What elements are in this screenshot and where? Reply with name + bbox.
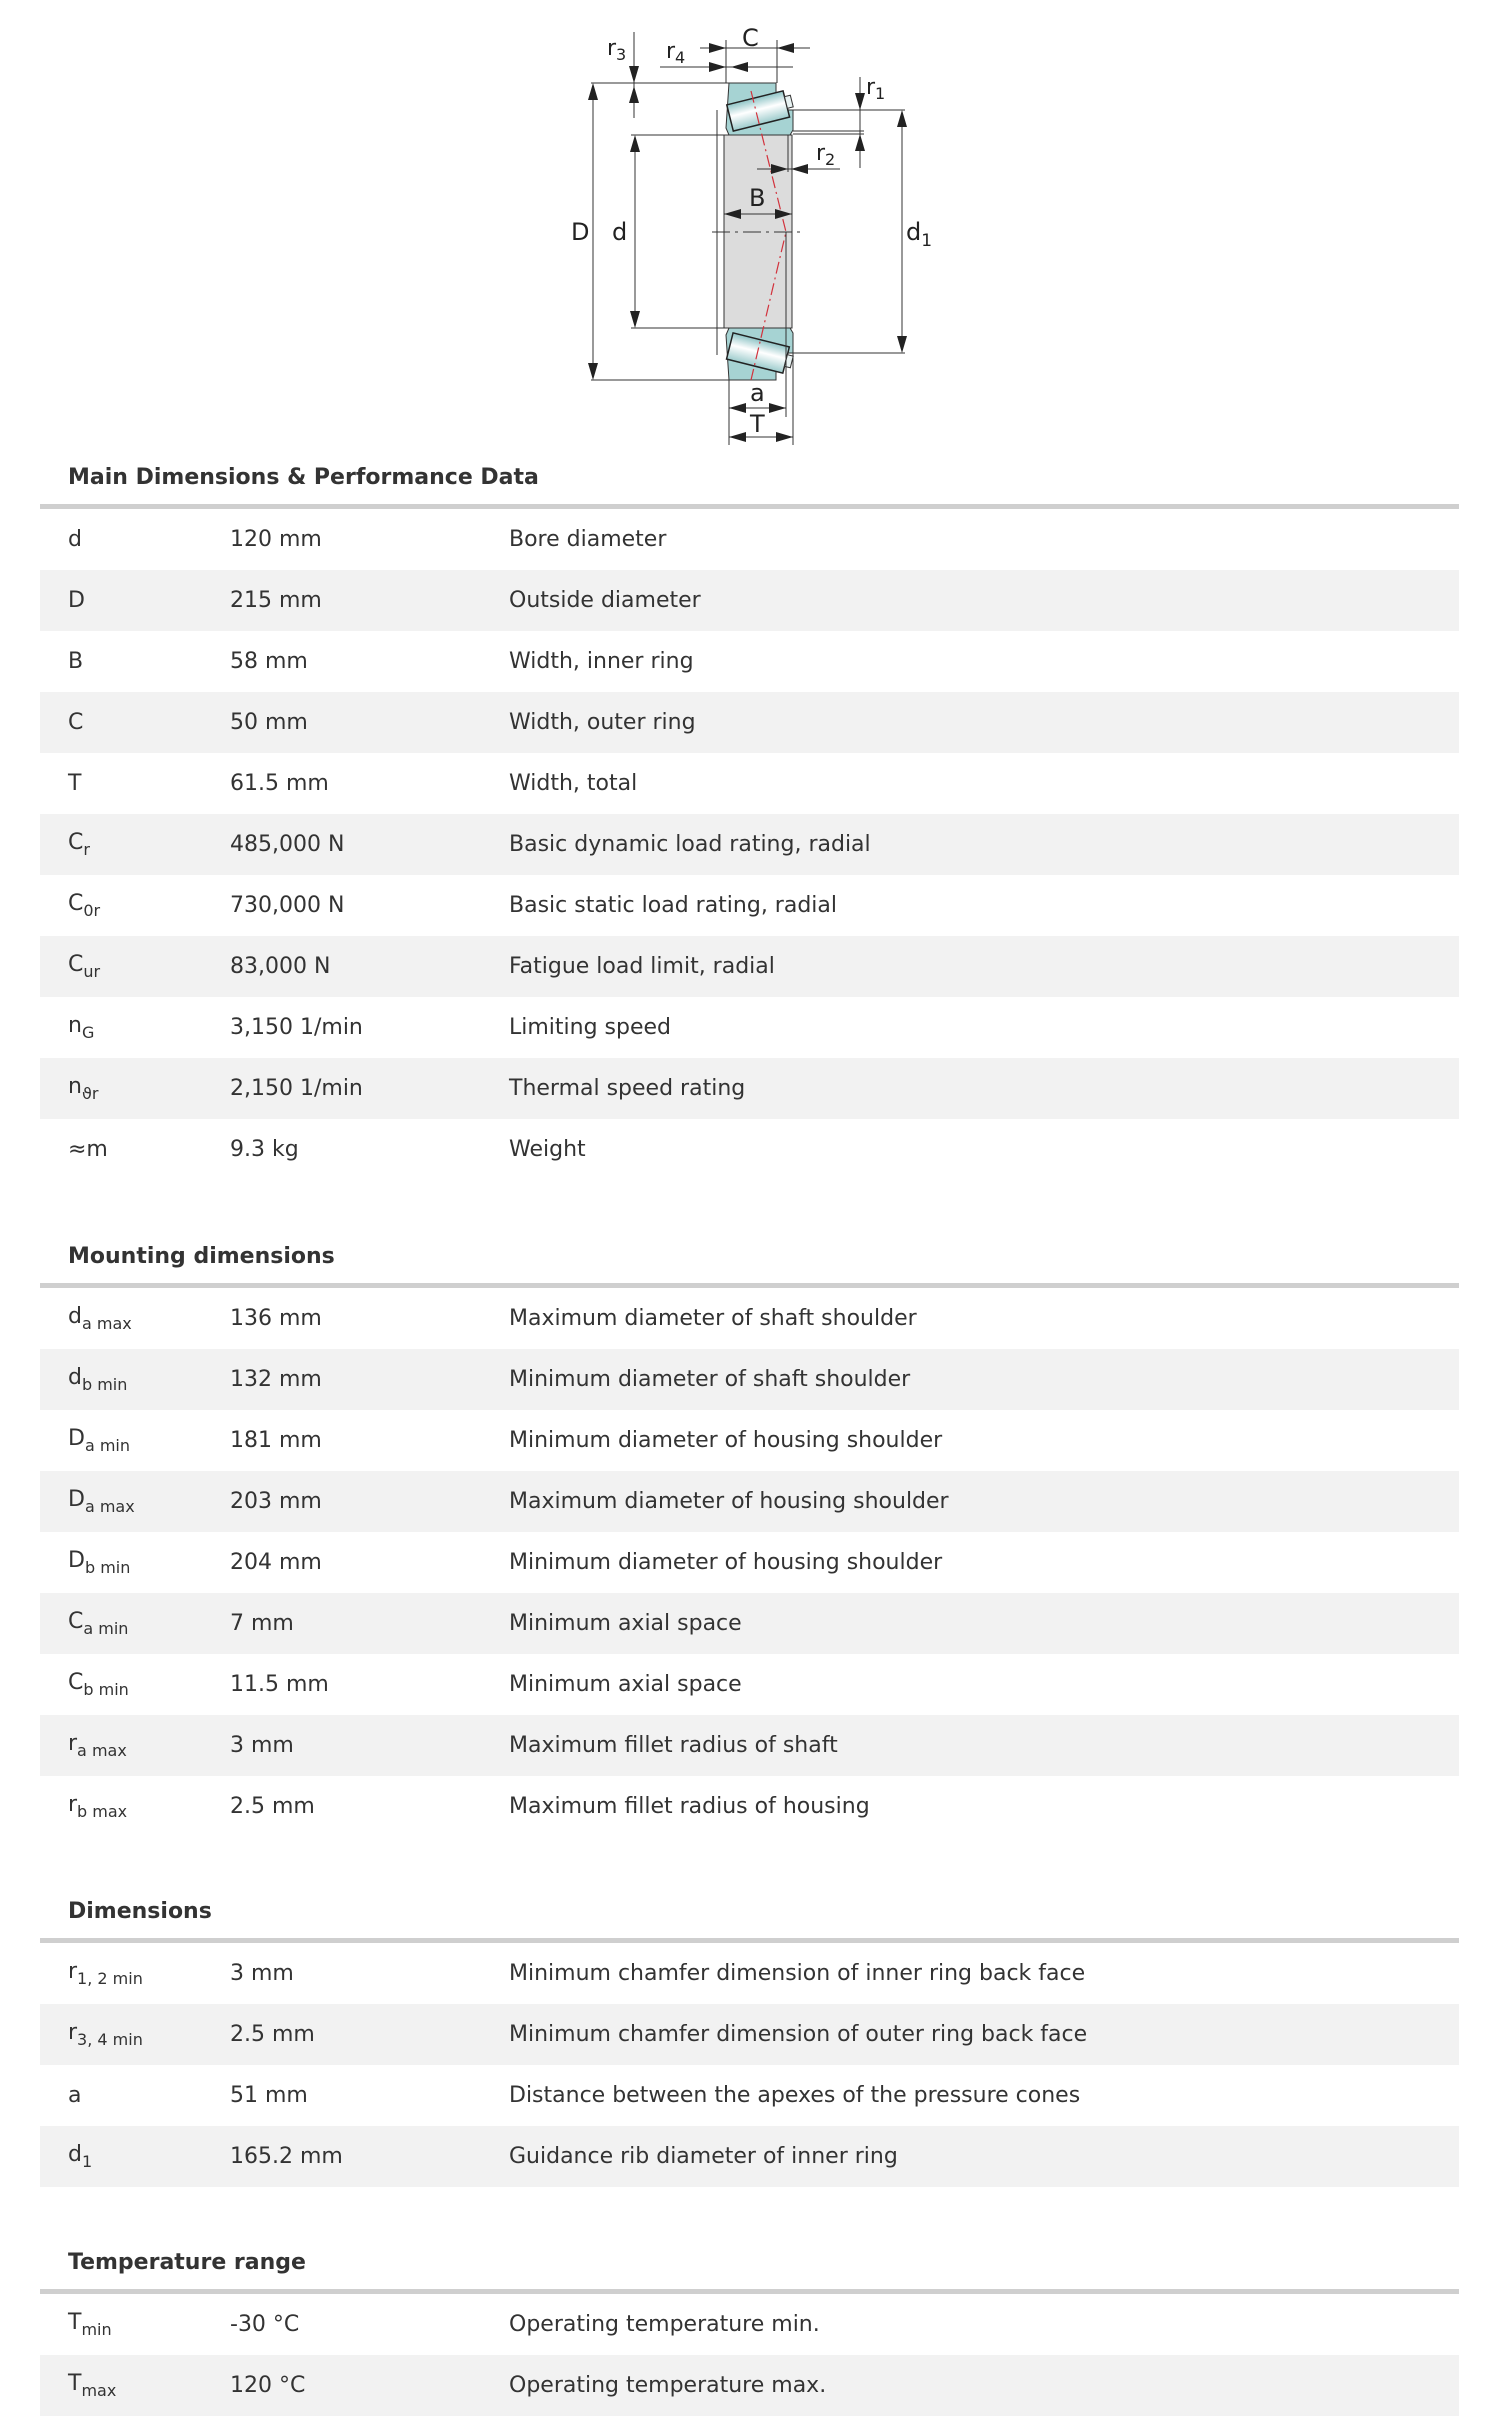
symbol-subscript: max [81,2381,117,2400]
value-cell: 204 mm [230,1550,322,1575]
table-row [40,1471,1459,1532]
symbol: d [68,527,82,552]
symbol: C [68,891,84,916]
symbol-subscript: ϑr [81,1084,99,1103]
symbol: d [68,1304,82,1329]
table-row [40,2355,1459,2416]
symbol-cell [40,1137,230,1162]
label-T: T [750,410,765,438]
symbol-cell [40,891,230,920]
symbol: r [68,2020,78,2045]
value-cell: 203 mm [230,1489,322,1514]
symbol: T [68,2310,82,2335]
table-row [40,1776,1459,1837]
symbol-cell [40,527,230,552]
symbol: C [68,830,84,855]
description-cell: Minimum axial space [509,1672,742,1697]
value-cell: -30 °C [230,2312,300,2337]
symbol: B [68,649,84,674]
description-cell: Bore diameter [509,527,667,552]
symbol-subscript: min [81,2320,112,2339]
symbol-cell [40,1487,230,1516]
table-row [40,2126,1459,2187]
value-cell: 50 mm [230,710,308,735]
description-cell: Basic dynamic load rating, radial [509,832,871,857]
table-row [40,1943,1459,2004]
symbol-cell [40,2020,230,2049]
spec-table [40,1288,1459,1837]
value-cell: 2,150 1/min [230,1076,363,1101]
table-row [40,936,1459,997]
symbol: d [68,1365,82,1390]
symbol-subscript: 3, 4 min [77,2030,143,2049]
value-cell: 3 mm [230,1733,294,1758]
symbol-subscript: 0r [83,901,101,920]
table-row [40,875,1459,936]
label-d1: $d_1$ [906,218,933,251]
description-cell: Width, inner ring [509,649,694,674]
table-row [40,2065,1459,2126]
label-C: C [742,24,759,52]
value-cell: 2.5 mm [230,1794,315,1819]
symbol-subscript: a max [81,1314,132,1333]
symbol-cell [40,771,230,796]
table-row [40,1349,1459,1410]
value-cell: 2.5 mm [230,2022,315,2047]
section-main-dimensions [40,455,1459,1180]
description-cell: Maximum fillet radius of shaft [509,1733,838,1758]
symbol-cell [40,710,230,735]
description-cell: Limiting speed [509,1015,672,1040]
symbol: n [68,1013,82,1038]
description-cell: Minimum diameter of housing shoulder [509,1550,943,1575]
section-dimensions [40,1889,1459,2187]
symbol-subscript: 1, 2 min [77,1969,143,1988]
table-row [40,509,1459,570]
value-cell: 61.5 mm [230,771,329,796]
table-row [40,1532,1459,1593]
section-title: Main Dimensions & Performance Data [68,465,539,490]
table-row [40,1410,1459,1471]
description-cell: Minimum chamfer dimension of outer ring back face [509,2022,1088,2047]
symbol-subscript: 1 [81,2152,93,2171]
symbol-subscript: b max [77,1802,128,1821]
symbol: r [68,1792,78,1817]
description-cell: Outside diameter [509,588,701,613]
table-row [40,1593,1459,1654]
symbol-cell [40,2310,230,2339]
description-cell: Maximum diameter of housing shoulder [509,1489,949,1514]
value-cell: 7 mm [230,1611,294,1636]
symbol: D [68,588,85,613]
table-row [40,1288,1459,1349]
symbol: D [68,1548,85,1573]
label-r2: $r_2$ [816,141,836,169]
symbol: ≈m [68,1137,108,1162]
table-row [40,1119,1459,1180]
symbol: n [68,1074,82,1099]
label-d: d [612,218,628,246]
spec-table [40,2294,1459,2416]
symbol: D [68,1487,85,1512]
label-a: a [750,379,765,407]
description-cell: Width, outer ring [509,710,696,735]
value-cell: 83,000 N [230,954,331,979]
value-cell: 11.5 mm [230,1672,329,1697]
table-row [40,1715,1459,1776]
description-cell: Weight [509,1137,586,1162]
value-cell: 120 °C [230,2373,306,2398]
section-mounting-dimensions [40,1234,1459,1837]
description-cell: Minimum diameter of shaft shoulder [509,1367,911,1392]
table-row [40,631,1459,692]
value-cell: 215 mm [230,588,322,613]
description-cell: Minimum axial space [509,1611,742,1636]
symbol-subscript: b min [84,1558,131,1577]
description-cell: Width, total [509,771,638,796]
label-r4: $r_4$ [666,39,686,67]
description-cell: Operating temperature min. [509,2312,820,2337]
description-cell: Guidance rib diameter of inner ring [509,2144,898,2169]
symbol-cell [40,2142,230,2171]
symbol-cell [40,2371,230,2400]
symbol-cell [40,1792,230,1821]
symbol-cell [40,1670,230,1699]
description-cell: Maximum diameter of shaft shoulder [509,1306,917,1331]
symbol-subscript: r [83,840,90,859]
table-row [40,692,1459,753]
symbol: T [68,771,82,796]
description-cell: Operating temperature max. [509,2373,827,2398]
symbol-subscript: b min [81,1375,128,1394]
label-r1: $r_1$ [866,75,886,103]
value-cell: 3,150 1/min [230,1015,363,1040]
value-cell: 136 mm [230,1306,322,1331]
symbol: T [68,2371,82,2396]
symbol-cell [40,1548,230,1577]
section-title: Mounting dimensions [68,1244,335,1269]
bearing-dimension-diagram [0,0,1500,452]
section-title: Dimensions [68,1899,212,1924]
symbol-subscript: a max [84,1497,135,1516]
value-cell: 58 mm [230,649,308,674]
value-cell: 9.3 kg [230,1137,299,1162]
label-B: B [749,184,766,212]
description-cell: Thermal speed rating [509,1076,746,1101]
value-cell: 3 mm [230,1961,294,1986]
symbol-cell [40,1731,230,1760]
symbol: C [68,952,84,977]
symbol-cell [40,1365,230,1394]
symbol: d [68,2142,82,2167]
symbol-cell [40,649,230,674]
table-row [40,1058,1459,1119]
description-cell: Maximum fillet radius of housing [509,1794,870,1819]
description-cell: Basic static load rating, radial [509,893,838,918]
spec-table [40,509,1459,1180]
spec-table [40,1943,1459,2187]
value-cell: 132 mm [230,1367,322,1392]
symbol-cell [40,830,230,859]
section-title: Temperature range [68,2250,306,2275]
symbol: C [68,1609,84,1634]
symbol-subscript: G [81,1023,95,1042]
value-cell: 165.2 mm [230,2144,343,2169]
symbol-cell [40,1304,230,1333]
description-cell: Minimum diameter of housing shoulder [509,1428,943,1453]
table-row [40,997,1459,1058]
symbol-cell [40,1426,230,1455]
table-row [40,2294,1459,2355]
value-cell: 120 mm [230,527,322,552]
table-row [40,814,1459,875]
symbol-cell [40,1013,230,1042]
symbol-subscript: a min [83,1619,129,1638]
table-row [40,570,1459,631]
symbol-cell [40,952,230,981]
value-cell: 730,000 N [230,893,345,918]
description-cell: Minimum chamfer dimension of inner ring back face [509,1961,1086,1986]
description-cell: Fatigue load limit, radial [509,954,775,979]
symbol-cell [40,1074,230,1103]
symbol-cell [40,1959,230,1988]
symbol: a [68,2083,82,2108]
value-cell: 485,000 N [230,832,345,857]
label-r3: $r_3$ [607,36,627,64]
section-temperature-range [40,2240,1459,2416]
symbol-subscript: ur [83,962,101,981]
table-row [40,753,1459,814]
symbol-cell [40,588,230,613]
description-cell: Distance between the apexes of the pressure cones [509,2083,1081,2108]
table-row [40,1654,1459,1715]
symbol: r [68,1959,78,1984]
symbol-cell [40,2083,230,2108]
table-row [40,2004,1459,2065]
value-cell: 51 mm [230,2083,308,2108]
symbol: D [68,1426,85,1451]
symbol-subscript: b min [83,1680,129,1699]
symbol: C [68,710,84,735]
symbol: r [68,1731,78,1756]
symbol-subscript: a max [77,1741,127,1760]
label-D: D [571,218,590,246]
symbol-cell [40,1609,230,1638]
symbol: C [68,1670,84,1695]
symbol-subscript: a min [84,1436,131,1455]
value-cell: 181 mm [230,1428,322,1453]
